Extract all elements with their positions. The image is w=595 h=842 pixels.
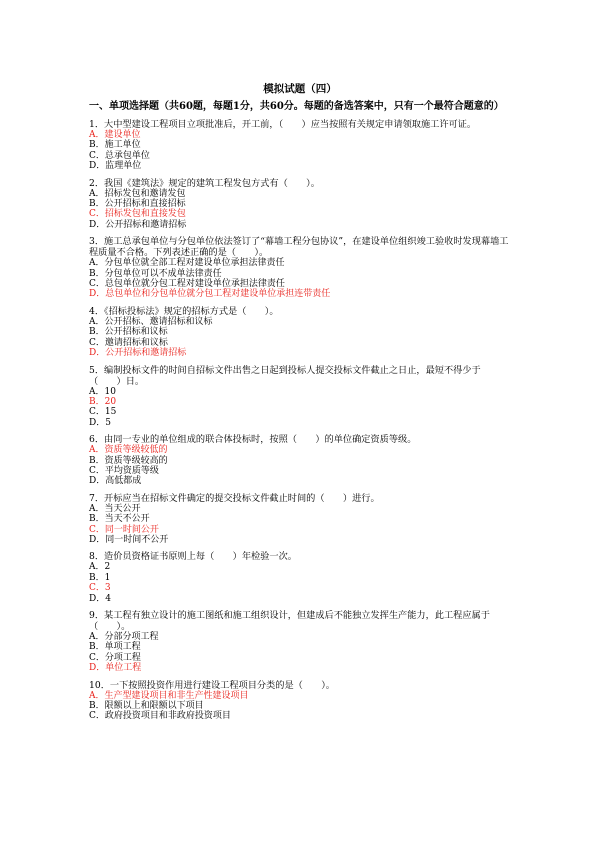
- answer-option: C．分项工程: [89, 652, 141, 663]
- answer-option: D．监理单位: [89, 161, 142, 172]
- answer-option: B．1: [89, 572, 111, 583]
- answer-option: A．分包单位就全部工程对建设单位承担法律责任: [89, 258, 285, 269]
- answer-option: A．公开招标、邀请招标和议标: [89, 316, 213, 327]
- question-stem: 2．我国《建筑法》规定的建筑工程发包方式有（ ）。: [89, 177, 320, 189]
- answer-option: C．15: [89, 407, 117, 418]
- answer-option-correct: D．公开招标和邀请招标: [89, 348, 187, 359]
- answer-option: B．公开招标和直接招标: [89, 199, 186, 210]
- answer-option: D．5: [89, 417, 111, 428]
- answer-option-correct: A．资质等级较低的: [89, 445, 168, 456]
- question-stem: 7．开标应当在招标文件确定的提交投标文件截止时间的（ ）进行。: [89, 492, 380, 504]
- question-stem: 4．《招标投标法》规定的招标方式是（ ）。: [89, 305, 279, 317]
- answer-option: B．分包单位可以不成单法律责任: [89, 268, 222, 279]
- answer-option: B．限额以上和限额以下项目: [89, 701, 204, 712]
- answer-option: B．单项工程: [89, 642, 141, 653]
- answer-option: B．当天不公开: [89, 514, 150, 525]
- question-stem: 5．编制投标文件的时间自招标文件出售之日起到投标人提交投标文件截止之日止，最短不得少于（ ）日。: [89, 364, 481, 387]
- answer-option: B．施工单位: [89, 140, 141, 151]
- answer-option: D．4: [89, 593, 111, 604]
- answer-option-correct: D．单位工程: [89, 663, 142, 674]
- question-item: [89, 610, 511, 674]
- question-list: [89, 119, 511, 722]
- question-stem: 1．大中型建设工程项目立项批准后，开工前，（ ）应当按照有关规定申请领取施工许可证。: [89, 119, 477, 130]
- exam-title: 模拟试题（四）: [263, 83, 337, 95]
- answer-option: C．总承包单位: [89, 150, 150, 161]
- answer-option-correct: A．建设单位: [89, 130, 141, 140]
- answer-option: A．2: [89, 562, 111, 573]
- answer-option: A．当天公开: [89, 503, 141, 514]
- document-content: [89, 82, 511, 728]
- question-stem: 9．某工程有独立设计的施工图纸和施工组织设计，但建成后不能独立发挥生产能力，此工程应属于（ ）。: [89, 610, 490, 632]
- answer-option: D．公开招标和邀请招标: [89, 219, 187, 230]
- question-item: [89, 493, 511, 546]
- question-item: [89, 680, 511, 722]
- question-stem: 3．施工总承包单位与分包单位依法签订了“幕墙工程分包协议”，在建设单位组织竣工验收时发现幕墙工程质量不合格。下列表述正确的是（ ）。: [89, 236, 509, 259]
- question-item: [89, 365, 511, 429]
- question-item: [89, 306, 511, 359]
- answer-option-correct: C．3: [89, 583, 111, 594]
- answer-option: B．公开招标和议标: [89, 327, 168, 338]
- question-item: [89, 434, 511, 487]
- answer-option: C．邀请招标和议标: [89, 337, 168, 348]
- answer-option-correct: D．总包单位和分包单位就分包工程对建设单位承担连带责任: [89, 289, 331, 300]
- answer-option: A．10: [89, 386, 116, 397]
- answer-option: C．平均资质等级: [89, 465, 159, 476]
- answer-option: D．高低都成: [89, 476, 142, 487]
- answer-option-correct: C．同一时间公开: [89, 524, 159, 535]
- question-item: [89, 119, 511, 172]
- answer-option: C．总包单位就分包工程对建设单位承担法律责任: [89, 279, 285, 290]
- answer-option: C．政府投资项目和非政府投资项目: [89, 711, 231, 722]
- answer-option: A．招标发包和邀请发包: [89, 188, 186, 199]
- answer-option-correct: C．招标发包和直接发包: [89, 209, 186, 220]
- question-item: [89, 551, 511, 604]
- question-stem: 6．由同一专业的单位组成的联合体投标时，按照（ ）的单位确定资质等级。: [89, 434, 417, 446]
- answer-option-correct: B．20: [89, 396, 117, 407]
- answer-option: B．资质等级较高的: [89, 455, 168, 466]
- question-item: [89, 236, 511, 300]
- answer-option: A．分部分项工程: [89, 632, 159, 642]
- question-stem: 10．一下按照投资作用进行建设工程项目分类的是（ ）。: [89, 679, 335, 691]
- question-item: [89, 178, 511, 231]
- question-stem: 8．造价员资格证书原则上每（ ）年检验一次。: [89, 551, 297, 563]
- answer-option: D．同一时间不公开: [89, 534, 169, 545]
- section-heading: 一、单项选择题（共60题，每题1分，共60分。每题的备选答案中，只有一个最符合题意的）: [89, 101, 504, 112]
- answer-option-correct: A．生产型建设项目和非生产性建设项目: [89, 690, 249, 701]
